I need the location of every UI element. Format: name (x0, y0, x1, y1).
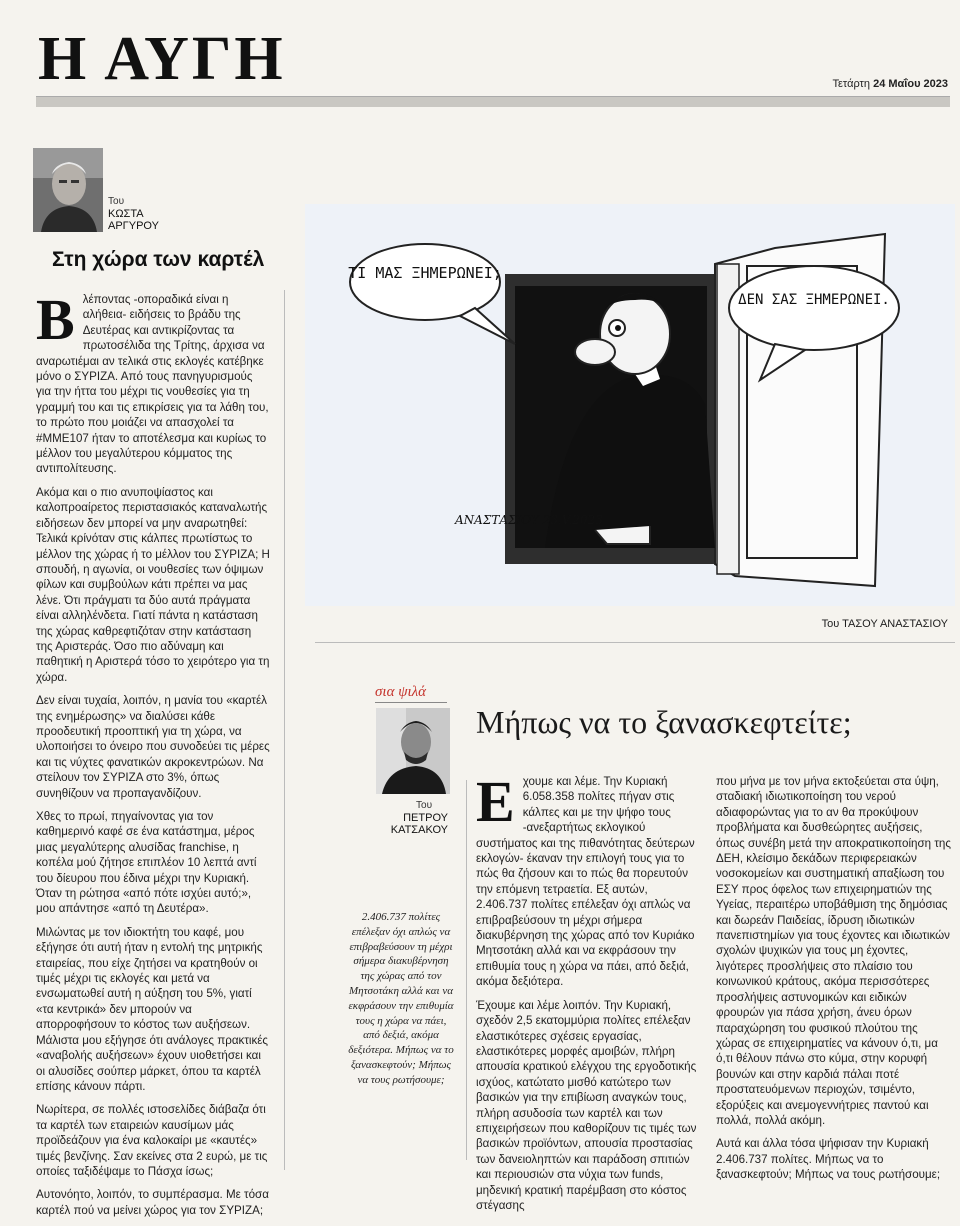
article2-paragraph: Αυτά και άλλα τόσα ψήφισαν την Κυριακή 2.406.737 πολίτες. Μήπως να το ξανασκεφτούν; Μήπως να τους ρωτήσουμε; (716, 1137, 941, 1182)
article2-paragraph: Έχουμε και λέμε λοιπόν. Την Κυριακή, σχεδόν 2,5 εκατομμύρια πολίτες επέλεξαν ελαστικότερες σχέσεις εργασίας, ελαστικότερες μορφές αμοιβών, πλήρη απουσία κρατικού ελέγχου της εργοδοτικής ισχύος, κατώτατο μισθό κατώτερο των βασικών για την επιβίωση αναγκών τους, πλήρη ασυδοσία των καρτέλ και των επιχειρήσεων που καθορίζουν τις τιμές των βασικών προϊόντων, απουσία προστασίας των δανειοληπτών και παράδοση σπιτιών και περιουσιών στα νύχια των funds, μηδενική κρατική παρέμβαση στο κόστος στέγασης (476, 998, 697, 1212)
article2-column2 (716, 774, 952, 1191)
cartoon-signature: ΑΝΑΣΤΑΣΙΟΥ 23.V.2023 (455, 513, 603, 527)
article1-paragraph: Χθες το πρωί, πηγαίνοντας για τον καθημερινό καφέ σε ένα κατάστημα, μέρος μιας μεγαλύτερης αλυσίδας franchise, η κοπέλα μού ζήτησε επιπλέον 10 λεπτά αντί του δίευρου που έδινα μέχρι την Κυριακή. Όταν τη ρώτησα «από πότε ισχύει αυτό;», μου απάντησε «από τη Δευτέρα». (36, 810, 257, 916)
masthead-title: Η ΑΥΓΗ (38, 25, 286, 93)
dateline-day: Τετάρτη (832, 78, 871, 90)
political-cartoon (305, 204, 955, 606)
article2-column1 (476, 769, 700, 1221)
portrait-photo-icon (33, 148, 103, 232)
author-portrait-argyrou (33, 148, 103, 232)
section-tag: σια ψιλά (375, 684, 427, 700)
section-divider (315, 642, 955, 643)
portrait-photo-icon (376, 708, 450, 794)
article1-paragraph: Νωρίτερα, σε πολλές ιστοσελίδες διάβαζα ότι τα καρτέλ των εταιρειών καυσίμων μάς προϊδεάζουν για ένα καλοκαίρι με «καυτές» τιμές βενζίνης. Σαν εκείνες στα 2 ευρώ, με τις οποίες ταξιδέψαμε το Πάσχα ίσως; (36, 1103, 268, 1178)
byline-author: ΚΩΣΤΑ ΑΡΓΥΡΟΥ (108, 208, 159, 232)
masthead-bar (36, 96, 950, 107)
cartoon-credit: Του ΤΑΣΟΥ ΑΝΑΣΤΑΣΙΟΥ (821, 618, 948, 630)
pull-quote: 2.406.737 πολίτες επέλεξαν όχι απλώς να επιβραβεύσουν τη μέχρι σήμερα διακυβέρνηση της χώρας από τον Μητσοτάκη αλλά και να εκφράσουν την επιθυμία τους η χώρα να πάει, από δεξιά, ακόμα δεξιότερα. Μήπως να το ξανασκεφτούν; Μήπως να τους ρωτήσουμε; (348, 911, 454, 1086)
article1-dropcap: Β (36, 287, 75, 352)
article1-paragraph: Δεν είναι τυχαία, λοιπόν, η μανία του «καρτέλ της ενημέρωσης» να διαλύσει κάθε προοδευτική προοπτική για τη χώρα, να υλοποιήσει το όνειρο που συνοδεύει τις μέρες και τις νύχτες φανατικών ακροκεντρώων. Να στείλουν τον ΣΥΡΙΖΑ στο 3%, όπως συνηθίζουν να προπαγανδίζουν. (36, 694, 270, 800)
byline-argyrou (108, 196, 188, 232)
article1-paragraph: Αυτονόητο, λοιπόν, το συμπέρασμα. Με τόσα καρτέλ πού να μείνει χώρος για τον ΣΥΡΙΖΑ; (36, 1188, 269, 1217)
column-rule (284, 290, 285, 1170)
article1-paragraph: Μιλώντας με τον ιδιοκτήτη του καφέ, μου εξήγησε ότι αυτή ήταν η εντολή της μητρικής εταιρείας, που είχε ζητήσει να κρατηθούν οι τιμές μέχρι τις εκλογές και μετά να ενσωματωθεί αυτή η αύξηση του 5%, γιατί «τα κεντρικά» δεν μπορούν να απορροφήσουν το κόστος των αυξήσεων. Μάλιστα μου εξήγησε ότι ανάλογες πρακτικές «αναβολής αυξήσεων» έχουν υιοθετήσει και οι αλυσίδες σούπερ μάρκετ, όπου τα καρτέλ επίσης κάνουν πάρτι. (36, 925, 269, 1093)
byline-prefix: Του (416, 800, 433, 811)
article1-body (36, 287, 270, 1226)
byline-author: ΠΕΤΡΟΥ ΚΑΤΣΑΚΟΥ (390, 812, 448, 836)
article2-paragraph: Εχουμε και λέμε. Την Κυριακή 6.058.358 πολίτες πήγαν στις κάλπες και με την ψήφο τους -ανεξαρτήτως εκλογικού συστήματος και της πιθανότητας δεύτερων εκλογών- έκαναν την επιλογή τους για το πώς θα ζήσουν και το πώς θα πορευτούν την επόμενη τετραετία. Εξ αυτών, 2.406.737 πολίτες επέλεξαν όχι απλώς να επιβραβεύσουν τη μέχρι σήμερα διακυβέρνηση της χώρας από τον Κυριάκο Μητσοτάκη αλλά και να εκφράσουν την επιθυμία τους η χώρα να πάει, από δεξιά, ακόμα δεξιότερα. (476, 769, 695, 989)
cartoon-bubble-left-line1: ΤΙ ΜΑΣ ΞΗΜΕΡΩΝΕΙ; (348, 264, 502, 282)
author-portrait-katsakou (376, 708, 450, 794)
cartoon-bubble-right: ΔΕΝ ΣΑΣ ΞΗΜΕΡΩΝΕΙ. (738, 292, 890, 308)
article1-paragraph: Ακόμα και ο πιο ανυποψίαστος και καλοπροαίρετος περιστασιακός καταναλωτής ειδήσεων δεν μπορεί να μην αναρωτηθεί: Τελικά κρίνόταν στις κάλπες πρωτίστως το μέλλον της χώρας ή το μέλλον του ΣΥΡΙΖΑ; Η σπουδή, η αγωνία, οι νουθεσίες των όψιμων φίλων και συμβούλων κάτι πρέπει να μας λένε. Ότι πράγματι τα δύο αυτά πράγματα είναι αλληλένδετα. Γιατί πάντα η κατάσταση της χώρας καθρεφτιζόταν στην κατάσταση της Αριστεράς. Όσο πιο αδύναμη και παθητική η Αριστερά τόσο το χειρότερο για τη χώρα. (36, 485, 270, 684)
article-headline: Μήπως να το ξανασκεφτείτε; (476, 704, 852, 740)
article-headline: Στη χώρα των καρτέλ (52, 248, 265, 271)
article2-paragraph: που μήνα με τον μήνα εκτοξεύεται στα ύψη, σταδιακή ιδιωτικοποίηση του νερού αδιαφορώντας για το αν θα προκύψουν προβλήματα και δυσθεώρητες αυξήσεις, όπως συνέβη μετά την αποκρατικοποίηση της ΔΕΗ, κλείσιμο δεκάδων περιφερειακών νοσοκομείων και συστηματική απαξίωση του ΕΣΥ προς όφελος των επιχειρηματιών της Υγείας, περαιτέρω υποβάθμιση της δημόσιας και δωρεάν Παιδείας, ίδρυση ιδιωτικών πανεπιστημίων για τους έχοντες και ιδιωτικών σχολών ψυχικών για τους μη έχοντες, λιγότερες προσλήψεις στο πλαίσιο του κοινωνικού κράτους, ακόμα περισσότερες προσλήψεις αστυνομικών και ειδικών φρουρών για πάσα χρήση, άνευ όρων παραχώρηση του φυσικού πλούτου της χώρας σε επιχειρηματίες να κάνουν ό,τι, μα ό,τι θέλουν πάνω στο κύμα, στην κορυφή βουνών και στην καρδιά πάλαι ποτέ προστατευόμενων περιοχών, τσιμέντο, εξορύξεις και ανεμογεννήτριες παντού και πολλά, πολλά ακόμη. (716, 775, 951, 1127)
article2-dropcap: Ε (476, 769, 515, 834)
article1-paragraph: Βλέποντας -οποραδικά είναι η αλήθεια- ειδήσεις το βράδυ της Δευτέρας και αντικρίζοντας τα πρωτοσέλιδα της Τρίτης, άρχισα να αναρωτιέμαι αν τελικά στις εκλογές κατέβηκε μόνο ο ΣΥΡΙΖΑ. Από τους πανηγυρισμούς για την ήττα του μέχρι τις νουθεσίες για τη γραμμή του και τις επικρίσεις για τα λάθη του, το πρώτο που μοιάζει να απασχολεί τα #ΜΜΕ107 ήταν το αποτέλεσμα και κυρίως το μέλλον του μεγαλύτερου κόμματος της αντιπολίτευσης. (36, 287, 269, 476)
byline-katsakou (384, 800, 448, 836)
cartoon-drawing-icon (305, 204, 955, 606)
column-rule (466, 780, 467, 1160)
section-tag-rule (375, 702, 447, 703)
dateline-date: 24 Μαΐου 2023 (873, 78, 948, 90)
dateline (832, 78, 948, 90)
byline-prefix: Του (108, 196, 125, 207)
